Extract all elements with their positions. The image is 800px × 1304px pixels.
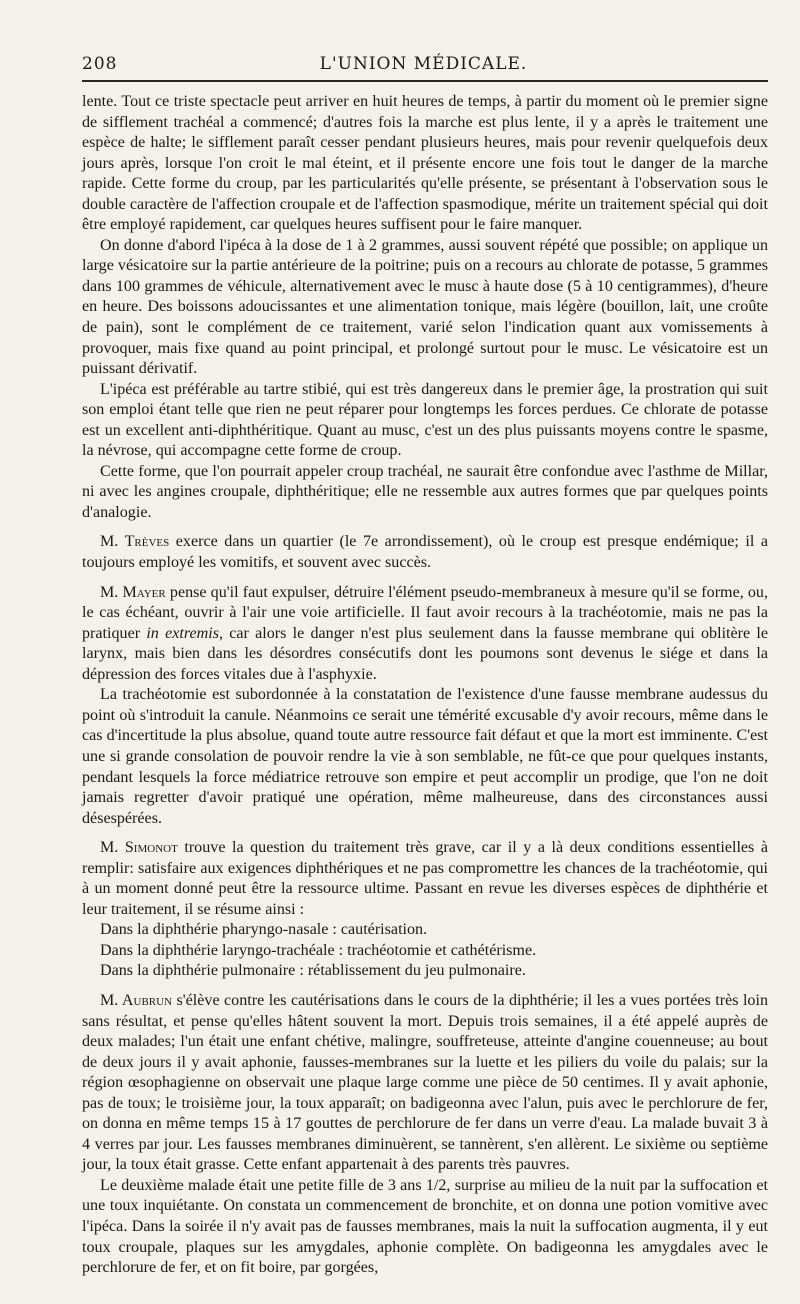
paragraph: M. Aubrun s'élève contre les cautérisations dans le cours de la diphthérie; il les a vues portées très loin sans résultat, et pense qu'elles hâtent souvent la mort. Depuis trois semaines, il a été appelé auprès de deux malades; l'un était une enfant chétive, malingre, souffreteuse, atteinte d'angine couenneuse; au bout de deux jours il y avait aphonie, fausses-membranes sur la luette et les piliers du voile du palais; sur la région œsophagienne on observait une plaque large comme une pièce de 50 centimes. Il y avait aphonie, pas de toux; le troisième jour, la toux apparaît; on badigeonna avec l'alun, puis avec le perchlorure de fer, on donna en même temps 15 à 17 gouttes de perchlorure de fer dans un verre d'eau. La malade buvait 3 à 4 verres par jour. Les fausses membranes diminuèrent, se tannèrent, s'en allèrent. Le sixième ou septième jour, la toux était grasse. Cette enfant appartenait à des parents très pauvres. [82,991,768,1174]
paragraph: L'ipéca est préférable au tartre stibié, qui est très dangereux dans le premier âge, la prostration qui suit son emploi étant telle que rien ne peut réparer pour longtemps les forces perdues. Ce chlorate de potasse est un excellent anti-diphthéritique. Quant au musc, c'est un des plus puissants moyens contre le spasme, la névrose, qui accompagne cette forme de croup. [82,380,768,460]
list-item: Dans la diphthérie pharyngo-nasale : cautérisation. [100,921,428,939]
speaker-name: M. Aubrun [100,991,173,1009]
paragraph: La trachéotomie est subordonnée à la constatation de l'existence d'une fausse membrane audessus du point où s'introduit la canule. Néanmoins ce serait une témérité excusable d'y avoir recours, même dans le cas d'incertitude la plus absolue, quand toute autre ressource fait défaut et que la mort est imminente. C'est une si grande consolation de pouvoir rendre la vie à son semblable, ne fût-ce que pour quelques instants, pendant lesquels la force médiatrice retrouve son empire et peut accomplir un prodige, que l'on ne doit jamais regretter d'avoir pratiqué une opération, même malheureuse, dans des circonstances aussi désespérées. [82,686,768,827]
paragraph: M. Simonot trouve la question du traitement très grave, car il y a là deux conditions essentielles à remplir: satisfaire aux exigences diphthériques et ne pas compromettre les chances de la trachéotomie, qui à un moment donné peut être la ressource ultime. Passant en revue les diverses espèces de diphthérie et leur traitement, il se résume ainsi : [82,839,768,918]
paragraph: lente. Tout ce triste spectacle peut arriver en huit heures de temps, à partir du moment où le premier signe de sifflement trachéal a commencé; d'autres fois la marche est plus lente, il y a après le traitement une espèce de halte; le sifflement paraît cesser pendant plusieurs heures, mais pour revenir quelquefois deux jours après, lorsque l'on croit le mal éteint, et il présente encore une fois tout le danger de la marche rapide. Cette forme du croup, par les particularités qu'elle présente, se présentant à l'observation sous le double caractère de l'affection croupale et de l'affection spasmodique, mérite un traitement spécial qui doit être employé rapidement, car quelques heures suffisent pour le faire manquer. [82,93,768,234]
speaker-name: M. Simonot [100,839,178,857]
running-title: L'UNION MÉDICALE. [319,54,528,74]
paragraph: M. Trèves exerce dans un quartier (le 7e arrondissement), où le croup est presque endémique; il a toujours employé les vomitifs, et souvent avec succès. [82,533,768,572]
speaker-name: M. Mayer [100,583,166,601]
paragraph: Le deuxième malade était une petite fille de 3 ans 1/2, surprise au milieu de la nuit par la suffocation et une toux inquiétante. On constata un commencement de bronchite, et on donna une potion vomitive avec l'ipéca. Dans la soirée il n'y avait pas de fausses membranes, mais la nuit la suffocation augmenta, il y eut toux croupale, plaques sur les amygdales, aphonie complète. On badigeonna les amygdales avec le perchlorure de fer, et on fit boire, par gorgées, [82,1176,768,1277]
page-number: 208 [82,54,118,74]
speaker-name: M. Trèves [100,533,170,551]
article-body [82,92,768,1279]
paragraph: M. Mayer pense qu'il faut expulser, détruire l'élément pseudo-membraneux à mesure qu'il se forme, ou, le cas échéant, ouvrir à l'air une voie artificielle. Il faut avoir recours à la trachéotomie, mais ne pas la pratiquer in extremis, car alors le danger n'est plus seulement dans la fausse membrane qui oblitère le larynx, mais bien dans les désordres consécutifs dont les poumons sont devenus le siége et dans la dépression des forces vitales due à l'asphyxie. [82,583,769,683]
running-header [82,54,768,74]
list-item: Dans la diphthérie laryngo-trachéale : trachéotomie et cathétérisme. [100,941,537,959]
list-item: Dans la diphthérie pulmonaire : rétablissement du jeu pulmonaire. [100,962,526,980]
paragraph: Cette forme, que l'on pourrait appeler croup trachéal, ne saurait être confondue avec l'asthme de Millar, ni avec les angines croupale, diphthéritique; elle ne ressemble aux autres formes que par quelques points d'analogie. [82,462,768,521]
paragraph: On donne d'abord l'ipéca à la dose de 1 à 2 grammes, aussi souvent répété que possible; on applique un large vésicatoire sur la partie antérieure de la poitrine; puis on a recours au chlorate de potasse, 5 grammes dans 100 grammes de véhicule, alternativement avec le musc à haute dose (5 à 10 centigrammes), d'heure en heure. Des boissons adoucissantes et une alimentation tonique, mais légère (bouillon, lait, une croûte de pain), sont le complément de ce traitement, varié selon l'indication quant aux vomissements à provoquer, mais fixe quand au point principal, et prolongé surtout pour le musc. Le vésicatoire est un puissant dérivatif. [82,236,768,378]
italic-phrase: in extremis [146,624,219,642]
header-rule [82,80,768,82]
